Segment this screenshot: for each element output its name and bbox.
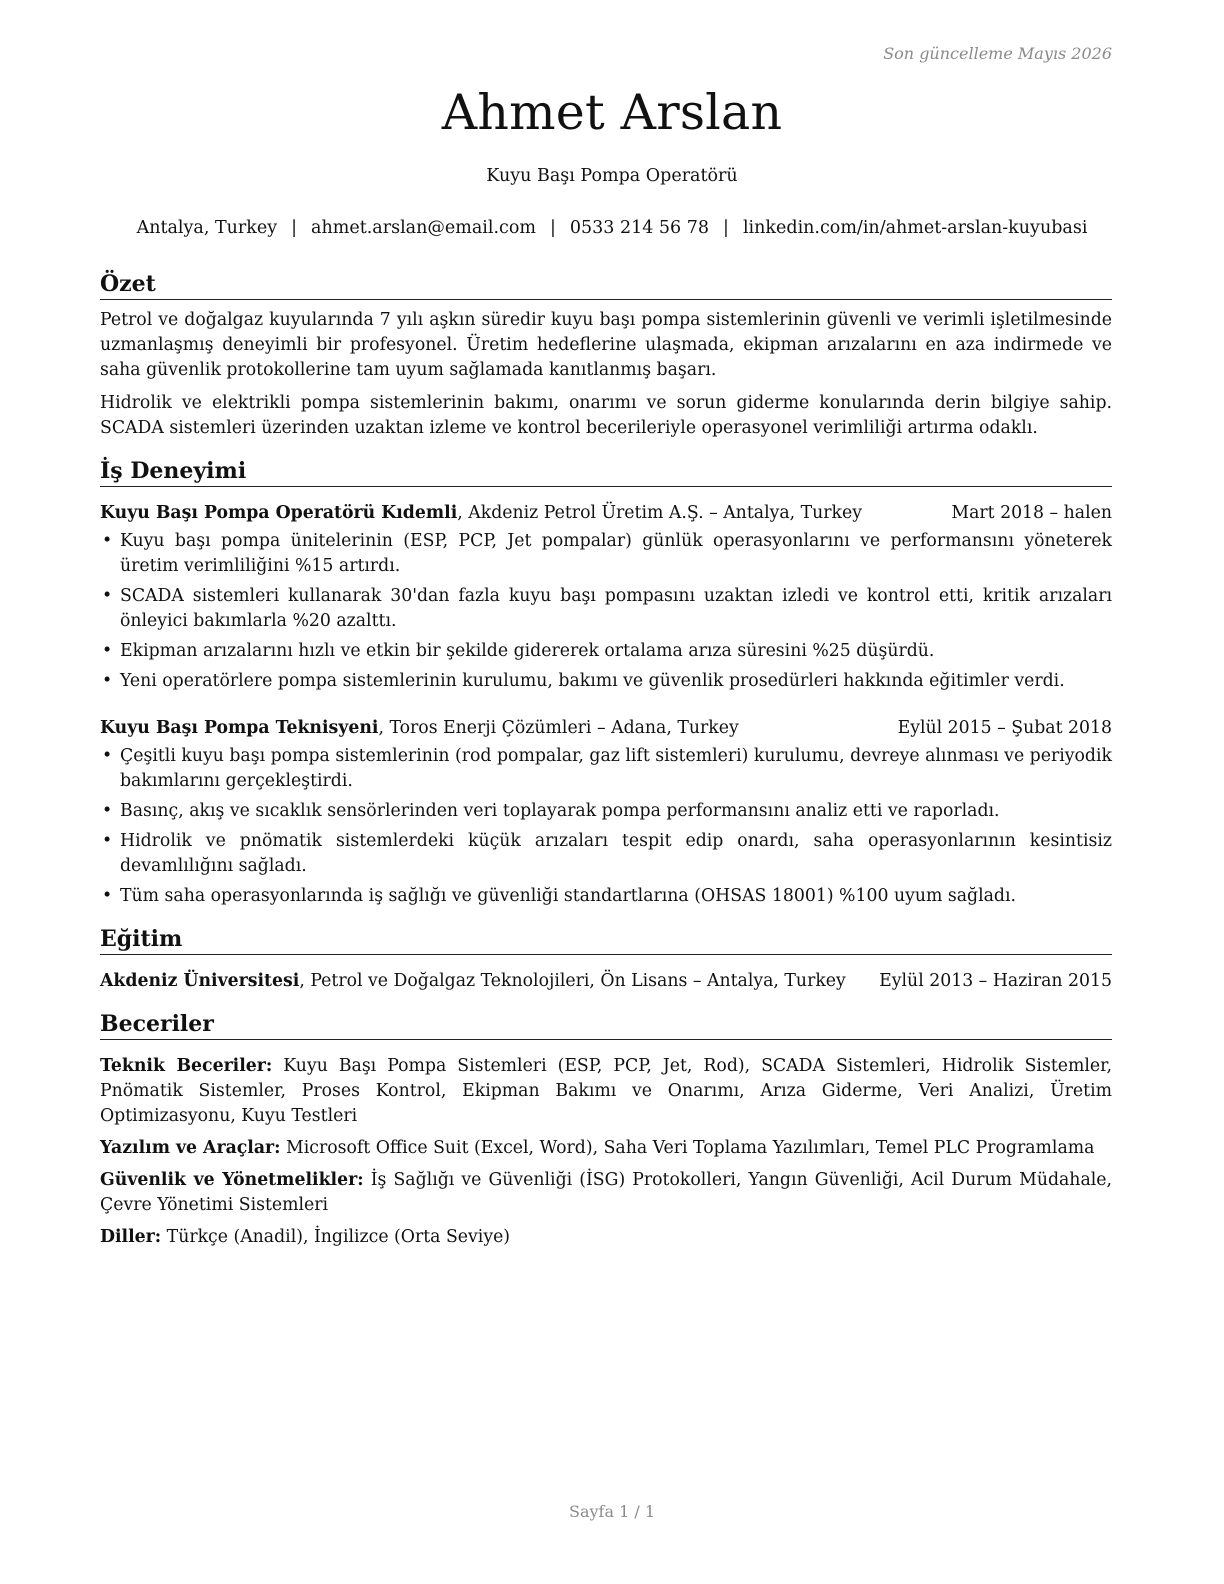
skill-group-text: Kuyu Başı Pompa Sistemleri (ESP, PCP, Jet, Rod), SCADA Sistemleri, Hidrolik Sistemler, Pnömatik Sistemler, Proses Kontrol, Ekipman Bakımı ve Onarımı, Arıza Giderme, Veri Analizi, Üretim Optimizasyonu, Kuyu Testleri xyxy=(100,1056,1112,1126)
contact-separator: | xyxy=(291,218,298,238)
skill-group-label: Teknik Beceriler: xyxy=(100,1056,273,1076)
summary-paragraph: Hidrolik ve elektrikli pompa sistemlerinin bakımı, onarımı ve sorun giderme konularında derin bilgiye sahip. SCADA sistemleri üzerinden uzaktan izleme ve kontrol becerileriyle operasyonel verimliliği artırma odaklı. xyxy=(100,393,1112,438)
job-bullet: • Kuyu başı pompa ünitelerinin (ESP, PCP, Jet pompalar) günlük operasyonlarını ve performansını yöneterek üretim verimliliğini %15 artırdı. xyxy=(100,529,1112,579)
skill-group-label: Yazılım ve Araçlar: xyxy=(100,1138,281,1158)
experience-section xyxy=(100,457,1112,909)
job-bullet: • Yeni operatörlere pompa sistemlerinin kurulumu, bakımı ve güvenlik prosedürleri hakkında eğitimler verdi. xyxy=(100,669,1112,694)
job-header xyxy=(100,501,1112,526)
education-details: , Petrol ve Doğalgaz Teknolojileri, Ön Lisans – Antalya, Turkey xyxy=(299,971,846,991)
job-company: , Akdeniz Petrol Üretim A.Ş. – Antalya, Turkey xyxy=(457,503,863,523)
job-bullet: • Ekipman arızalarını hızlı ve etkin bir şekilde gidererek ortalama arıza süresini %25 düşürdü. xyxy=(100,639,1112,664)
page-number: Sayfa 1 / 1 xyxy=(568,1502,655,1521)
skill-group-text: İş Sağlığı ve Güvenliği (İSG) Protokolleri, Yangın Güvenliği, Acil Durum Müdahale, Çevre Yönetimi Sistemleri xyxy=(100,1170,1112,1215)
contact-linkedin[interactable]: linkedin.com/in/ahmet-arslan-kuyubasi xyxy=(742,218,1088,238)
last-updated: Son güncelleme Mayıs 2026 xyxy=(883,44,1112,63)
contact-location: Antalya, Turkey xyxy=(136,218,278,238)
resume-content xyxy=(100,270,1112,1250)
candidate-name: Ahmet Arslan xyxy=(441,84,783,141)
job-bullets xyxy=(100,744,1112,909)
section-title-summary: Özet xyxy=(100,270,1112,300)
contact-separator: | xyxy=(723,218,729,238)
job-bullets xyxy=(100,529,1112,694)
contact-line xyxy=(0,218,1224,238)
job-bullet: • SCADA sistemleri kullanarak 30'dan fazla kuyu başı pompasını uzaktan izledi ve kontrol etti, kritik arızaları önleyici bakımlarla %20 azalttı. xyxy=(100,584,1112,634)
skill-group-label: Güvenlik ve Yönetmelikler: xyxy=(100,1170,364,1190)
section-title-experience: İş Deneyimi xyxy=(100,457,1112,487)
education-school: Akdeniz Üniversitesi xyxy=(100,971,300,991)
skill-group-label: Diller: xyxy=(100,1227,162,1247)
skill-group xyxy=(100,1225,1112,1250)
education-section xyxy=(100,925,1112,994)
education-entry xyxy=(100,969,1112,994)
skill-group-text: Türkçe (Anadil), İngilizce (Orta Seviye) xyxy=(161,1227,511,1247)
job-dates: Mart 2018 – halen xyxy=(951,503,1112,523)
job-role: Kuyu Başı Pompa Operatörü Kıdemli xyxy=(100,503,458,523)
section-title-skills: Beceriler xyxy=(100,1010,1112,1040)
job-header xyxy=(100,716,1112,741)
education-dates: Eylül 2013 – Haziran 2015 xyxy=(879,971,1112,991)
contact-email[interactable]: ahmet.arslan@email.com xyxy=(311,218,536,238)
job-bullet: • Çeşitli kuyu başı pompa sistemlerinin (rod pompalar, gaz lift sistemleri) kurulumu, devreye alınması ve periyodik bakımlarını gerçekleştirdi. xyxy=(100,744,1112,794)
job-bullet: • Basınç, akış ve sıcaklık sensörlerinden veri toplayarak pompa performansını analiz etti ve raporladı. xyxy=(100,799,1112,824)
summary-paragraph: Petrol ve doğalgaz kuyularında 7 yılı aşkın süredir kuyu başı pompa sistemlerinin güvenli ve verimli işletilmesinde uzmanlaşmış deneyimli bir profesyonel. Üretim hedeflerine ulaşmada, ekipman arızalarını en aza indirmede ve saha güvenlik protokollerine tam uyum sağlamada kanıtlanmış başarı. xyxy=(100,310,1112,380)
summary-section xyxy=(100,270,1112,441)
skills-section xyxy=(100,1010,1112,1250)
skill-group xyxy=(100,1136,1112,1161)
job-role: Kuyu Başı Pompa Teknisyeni xyxy=(100,718,379,738)
job-company: , Toros Enerji Çözümleri – Adana, Turkey xyxy=(378,718,739,738)
section-title-education: Eğitim xyxy=(100,925,1112,955)
skill-group-text: Microsoft Office Suit (Excel, Word), Saha Veri Toplama Yazılımları, Temel PLC Programlama xyxy=(280,1138,1095,1158)
contact-separator: | xyxy=(549,218,556,238)
job-bullet: • Hidrolik ve pnömatik sistemlerdeki küçük arızaları tespit edip onardı, saha operasyonlarının kesintisiz devamlılığını sağladı. xyxy=(100,829,1112,879)
contact-phone[interactable]: 0533 214 56 78 xyxy=(569,218,710,238)
job-bullet: • Tüm saha operasyonlarında iş sağlığı ve güvenliği standartlarına (OHSAS 18001) %100 uyum sağladı. xyxy=(100,884,1112,909)
job-entry xyxy=(100,501,1112,694)
job-entry xyxy=(100,716,1112,909)
skill-group xyxy=(100,1168,1112,1218)
candidate-headline: Kuyu Başı Pompa Operatörü xyxy=(486,166,738,186)
skill-group xyxy=(100,1054,1112,1129)
job-dates: Eylül 2015 – Şubat 2018 xyxy=(897,718,1112,738)
